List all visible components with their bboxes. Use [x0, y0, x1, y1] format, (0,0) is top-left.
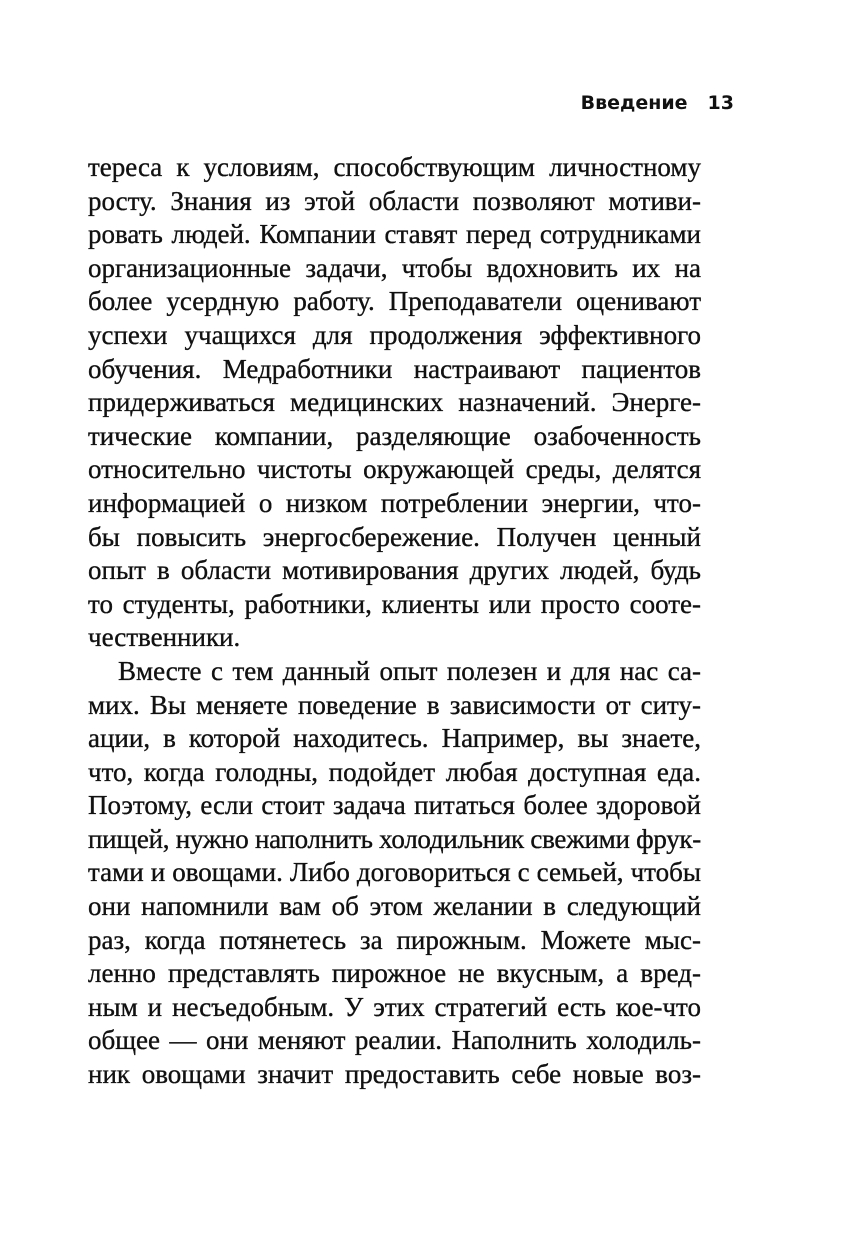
text-line: более усердную работу. Преподаватели оценивают [88, 286, 701, 317]
text-line: пищей, нужно наполнить холодильник свежими фрук- [88, 823, 701, 854]
text-line: организационные задачи, чтобы вдохновить их на [88, 252, 701, 283]
text-line: ник овощами значит предоставить себе новые воз- [88, 1059, 701, 1090]
text-line: Поэтому, если стоит задача питаться более здоровой [88, 790, 701, 821]
text-line: ленно представлять пирожное не вкусным, а вред- [88, 958, 701, 989]
running-head [581, 92, 734, 114]
text-line: тические компании, разделяющие озабоченность [88, 420, 701, 451]
text-line: ным и несъедобным. У этих стратегий есть кое-что [88, 991, 701, 1022]
text-line: придерживаться медицинских назначений. Энерге- [88, 387, 701, 418]
text-line: успехи учащихся для продолжения эффективного [88, 319, 701, 350]
text-line: бы повысить энергосбережение. Получен ценный [88, 521, 701, 552]
text-line: Вместе с тем данный опыт полезен и для нас са- [118, 655, 701, 686]
text-line: то студенты, работники, клиенты или просто сооте- [88, 588, 701, 619]
body-text [88, 151, 701, 1092]
text-line: опыт в области мотивирования других людей, будь [88, 555, 701, 586]
text-line: ровать людей. Компании ставят перед сотрудниками [88, 219, 701, 250]
paragraph [88, 655, 701, 1092]
text-line: росту. Знания из этой области позволяют мотиви- [88, 185, 701, 216]
text-line: они напомнили вам об этом желании в следующий [88, 891, 701, 922]
section-title: Введение [580, 92, 688, 114]
text-line: раз, когда потянетесь за пирожным. Можете мыс- [88, 924, 701, 955]
text-line: тереса к условиям, способствующим личностному [88, 152, 701, 182]
paragraph [88, 151, 701, 655]
text-line: относительно чистоты окружающей среды, делятся [88, 454, 701, 485]
text-line: мих. Вы меняете поведение в зависимости от ситу- [88, 689, 701, 720]
text-line: информацией о низком потреблении энергии, что- [88, 487, 701, 518]
text-line: обучения. Медработники настраивают пациентов [88, 353, 701, 384]
page-number: 13 [707, 92, 734, 114]
text-line: ации, в которой находитесь. Например, вы знаете, [88, 723, 701, 754]
text-line: что, когда голодны, подойдет любая доступная еда. [88, 756, 701, 787]
text-line: тами и овощами. Либо договориться с семьей, чтобы [88, 857, 701, 888]
text-line: общее — они меняют реалии. Наполнить холодиль- [88, 1025, 701, 1056]
text-line: чественники. [88, 622, 241, 653]
